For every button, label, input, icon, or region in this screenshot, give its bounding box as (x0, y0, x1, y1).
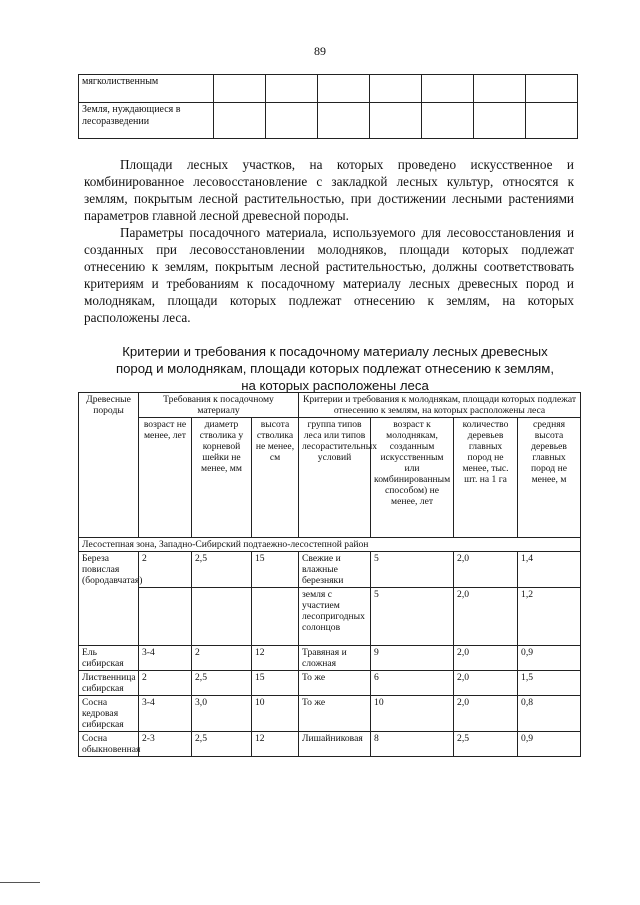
header-cell: средняя высота деревьев главных пород не менее, м (518, 418, 581, 538)
table-cell: 1,2 (518, 588, 581, 646)
table-cell: 2,0 (454, 552, 518, 588)
header-cell: диаметр стволика у корневой шейки не менее, мм (192, 418, 252, 538)
table-cell: 3,0 (192, 696, 252, 732)
table-row (79, 696, 581, 732)
table-cell: 0,9 (518, 646, 581, 671)
top-table (78, 74, 578, 139)
body-text (84, 156, 574, 326)
table-caption: Критерии и требования к посадочному материалу лесных древесных пород и молоднякам, площади которых подлежат отнесению к землям, на которых расположены леса (115, 344, 555, 393)
table-cell: 6 (371, 671, 454, 696)
table-cell: 15 (252, 552, 299, 588)
table-cell: 2 (139, 552, 192, 588)
table-cell: 10 (371, 696, 454, 732)
table-cell: мягколиственным (79, 75, 214, 103)
table-row (79, 732, 581, 757)
species-cell: Сосна кедровая сибирская (79, 696, 139, 732)
table-cell: 3-4 (139, 696, 192, 732)
species-cell: Ель сибирская (79, 646, 139, 671)
table-cell: земля с участием лесопригодных солонцов (299, 588, 371, 646)
species-cell: Береза повислая (бородавчатая) (79, 552, 139, 646)
criteria-table (78, 392, 581, 757)
table-cell: 5 (371, 552, 454, 588)
table-cell: То же (299, 671, 371, 696)
table-cell: 2,0 (454, 696, 518, 732)
table-cell: 2,0 (454, 588, 518, 646)
table-cell: 2,0 (454, 671, 518, 696)
header-cell: возраст не менее, лет (139, 418, 192, 538)
header-cell: количество деревьев главных пород не менее, тыс. шт. на 1 га (454, 418, 518, 538)
table-cell: То же (299, 696, 371, 732)
table-cell (139, 588, 192, 646)
table-cell: 2-3 (139, 732, 192, 757)
table-cell: 8 (371, 732, 454, 757)
zone-row: Лесостепная зона, Западно-Сибирский подтаежно-лесостепной район (79, 538, 581, 552)
table-cell: 2,5 (192, 732, 252, 757)
footer-rule (0, 882, 40, 883)
header-species: Древесные породы (79, 393, 139, 538)
species-cell: Лиственница сибирская (79, 671, 139, 696)
table-cell: 2,0 (454, 646, 518, 671)
paragraph: Площади лесных участков, на которых проведено искусственное и комбинированное лесовосстановление с закладкой лесных культур, относятся к землям, покрытым лесной растительностью, при достижении лесными растениями параметров главной лесной древесной породы. (84, 157, 574, 223)
table-cell: Травяная и сложная (299, 646, 371, 671)
header-young-group: Критерии и требования к молоднякам, площади которых подлежат отнесению к землям, на которых расположены леса (299, 393, 581, 418)
table-row (79, 646, 581, 671)
table-cell: Свежие и влажные березняки (299, 552, 371, 588)
table-row (79, 588, 581, 646)
table-cell: 5 (371, 588, 454, 646)
table-row (79, 671, 581, 696)
table-cell: Лишайниковая (299, 732, 371, 757)
page-number: 89 (314, 44, 326, 58)
table-cell: 12 (252, 646, 299, 671)
table-cell: 1,4 (518, 552, 581, 588)
table-cell: 12 (252, 732, 299, 757)
table-row (79, 75, 578, 103)
table-cell: 2,5 (192, 552, 252, 588)
table-cell: 10 (252, 696, 299, 732)
table-cell (252, 588, 299, 646)
table-cell: 2,5 (192, 671, 252, 696)
table-cell: 1,5 (518, 671, 581, 696)
table-cell: 2 (139, 671, 192, 696)
table-cell: 2 (192, 646, 252, 671)
table-cell: 2,5 (454, 732, 518, 757)
table-cell: 0,9 (518, 732, 581, 757)
header-cell: группа типов леса или типов лесорастительных условий (299, 418, 371, 538)
table-cell (192, 588, 252, 646)
paragraph: Параметры посадочного материала, используемого для лесовосстановления и созданных при лесовосстановлении молодняков, площади которых подлежат отнесению к землям, покрытым лесной растительностью, должны соответствовать критериям и требованиям к посадочному материалу лесных древесных пород и молоднякам, площади которых подлежат отнесению к землям, на которых расположены леса. (84, 225, 574, 325)
table-cell: 3-4 (139, 646, 192, 671)
header-seedling-group: Требования к посадочному материалу (139, 393, 299, 418)
header-cell: высота стволика не менее, см (252, 418, 299, 538)
table-row (79, 552, 581, 588)
table-cell: 15 (252, 671, 299, 696)
table-cell: 9 (371, 646, 454, 671)
table-cell: 0,8 (518, 696, 581, 732)
species-cell: Сосна обыкновенная (79, 732, 139, 757)
table-cell: Земля, нуждающиеся в лесоразведении (79, 103, 214, 139)
header-cell: возраст к молоднякам, созданным искусственным или комбинированным способом) не менее, лет (371, 418, 454, 538)
table-row (79, 103, 578, 139)
